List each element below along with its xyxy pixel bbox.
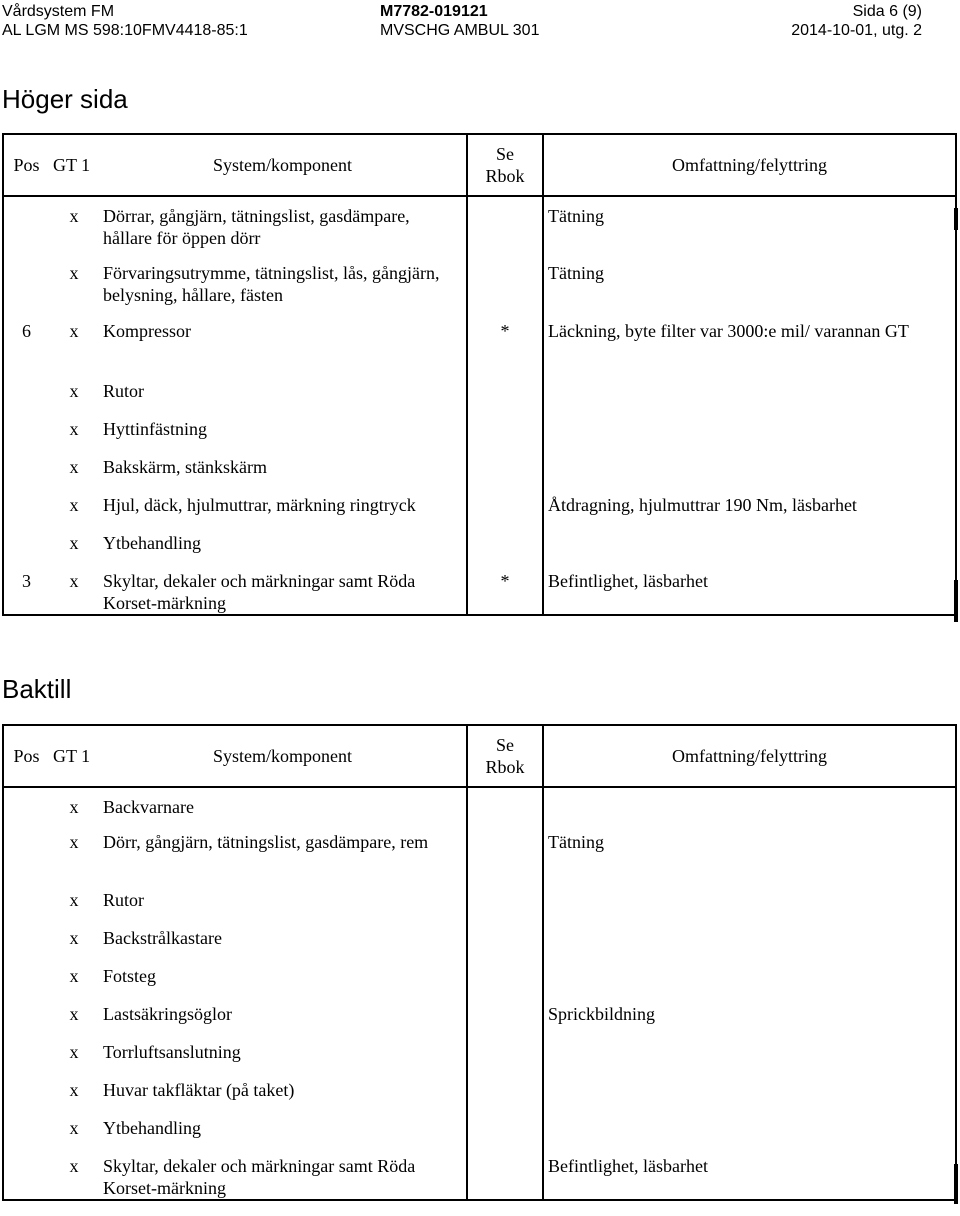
header-vehicle: MVSCHG AMBUL 301	[380, 22, 540, 39]
row-pos	[3, 825, 49, 883]
table-row	[3, 921, 956, 959]
row-pos	[3, 488, 49, 526]
table-row	[3, 488, 956, 526]
table-row	[3, 1035, 956, 1073]
row-pos	[3, 412, 49, 450]
row-system: Bakskärm, stänkskärm	[99, 450, 467, 488]
table-row	[3, 256, 956, 314]
header-system-name: Vårdsystem FM	[2, 3, 115, 20]
row-system: Dörr, gångjärn, tätningslist, gasdämpare, rem	[99, 825, 467, 883]
row-pos	[3, 997, 49, 1035]
row-rbok	[467, 256, 543, 314]
inspection-table-baktill	[2, 724, 957, 1201]
col-header-rbok-label: Se Rbok	[485, 735, 525, 777]
row-system: Hjul, däck, hjulmuttrar, märkning ringtryck	[99, 488, 467, 526]
header-date-edition: 2014-10-01, utg. 2	[791, 22, 922, 39]
table-row	[3, 1073, 956, 1111]
row-pos	[3, 526, 49, 564]
row-omfattning	[543, 374, 956, 412]
row-omfattning	[543, 526, 956, 564]
row-rbok	[467, 921, 543, 959]
row-gt-mark: x	[69, 928, 79, 948]
row-rbok	[467, 488, 543, 526]
row-pos	[3, 883, 49, 921]
row-gt-mark: x	[69, 457, 79, 477]
row-rbok	[467, 412, 543, 450]
row-system: Skyltar, dekaler och märkningar samt Röda Korset-märkning	[99, 1149, 467, 1200]
col-header-rbok	[467, 134, 543, 196]
col-header-rbok	[467, 725, 543, 787]
row-pos	[3, 787, 49, 825]
col-header-omfattning: Omfattning/felyttring	[543, 725, 956, 787]
row-rbok	[467, 1035, 543, 1073]
row-rbok: *	[467, 314, 543, 374]
row-pos: 6	[22, 321, 31, 341]
row-gt-mark: x	[69, 1004, 79, 1024]
row-rbok	[467, 959, 543, 997]
table-row	[3, 787, 956, 825]
table-row	[3, 374, 956, 412]
row-omfattning	[543, 1073, 956, 1111]
row-system: Ytbehandling	[99, 1111, 467, 1149]
col-header-gt: GT 1	[49, 725, 99, 787]
row-omfattning: Åtdragning, hjulmuttrar 190 Nm, läsbarhet	[548, 495, 857, 515]
row-gt-mark: x	[69, 1080, 79, 1100]
row-omfattning: Befintlighet, läsbarhet	[548, 1156, 708, 1176]
row-gt-mark: x	[69, 206, 79, 226]
row-system: Skyltar, dekaler och märkningar samt Röda Korset-märkning	[99, 564, 467, 615]
col-header-pos: Pos	[3, 725, 49, 787]
row-omfattning	[543, 412, 956, 450]
row-omfattning: Läckning, byte filter var 3000:e mil/ varannan GT	[548, 321, 909, 341]
row-system: Backvarnare	[99, 787, 467, 825]
row-gt-mark: x	[69, 533, 79, 553]
row-system: Huvar takfläktar (på taket)	[99, 1073, 467, 1111]
table-row	[3, 564, 956, 615]
row-omfattning	[543, 883, 956, 921]
row-rbok	[467, 1149, 543, 1200]
row-gt-mark: x	[69, 1042, 79, 1062]
table-row	[3, 314, 956, 374]
row-omfattning: Befintlighet, läsbarhet	[548, 571, 708, 591]
col-header-system: System/komponent	[99, 134, 467, 196]
row-system: Backstrålkastare	[99, 921, 467, 959]
row-pos	[3, 450, 49, 488]
row-omfattning	[543, 921, 956, 959]
table-row	[3, 526, 956, 564]
table-row	[3, 997, 956, 1035]
row-gt-mark: x	[69, 1118, 79, 1138]
row-pos	[3, 256, 49, 314]
change-bar	[954, 208, 958, 230]
row-omfattning	[543, 787, 956, 825]
row-omfattning: Tätning	[548, 206, 604, 226]
row-pos	[3, 374, 49, 412]
table-row	[3, 450, 956, 488]
row-rbok	[467, 787, 543, 825]
row-rbok	[467, 825, 543, 883]
change-bar	[954, 580, 958, 622]
row-system: Rutor	[99, 374, 467, 412]
row-rbok	[467, 997, 543, 1035]
table-row	[3, 1111, 956, 1149]
row-gt-mark: x	[69, 890, 79, 910]
row-rbok	[467, 1073, 543, 1111]
row-gt-mark: x	[69, 832, 79, 852]
row-rbok	[467, 196, 543, 256]
row-gt-mark: x	[69, 419, 79, 439]
table-row	[3, 196, 956, 256]
table-row	[3, 959, 956, 997]
row-rbok	[467, 374, 543, 412]
row-gt-mark: x	[69, 797, 79, 817]
row-gt-mark: x	[69, 263, 79, 283]
col-header-omfattning: Omfattning/felyttring	[543, 134, 956, 196]
row-system: Torrluftsanslutning	[99, 1035, 467, 1073]
col-header-system: System/komponent	[99, 725, 467, 787]
col-header-pos: Pos	[3, 134, 49, 196]
row-pos	[3, 196, 49, 256]
row-rbok	[467, 1111, 543, 1149]
table-row	[3, 825, 956, 883]
row-system: Rutor	[99, 883, 467, 921]
header-page-number: Sida 6 (9)	[852, 3, 922, 20]
row-omfattning	[543, 1035, 956, 1073]
row-pos	[3, 1035, 49, 1073]
row-omfattning	[543, 959, 956, 997]
row-gt-mark: x	[69, 966, 79, 986]
row-gt-mark: x	[69, 571, 79, 591]
row-pos	[3, 921, 49, 959]
section-title-baktill: Baktill	[2, 674, 72, 704]
row-rbok: *	[467, 564, 543, 615]
row-omfattning	[543, 450, 956, 488]
row-gt-mark: x	[69, 381, 79, 401]
row-pos	[3, 1111, 49, 1149]
row-system: Dörrar, gångjärn, tätningslist, gasdämpare, hållare för öppen dörr	[99, 196, 467, 256]
page-header	[0, 2, 960, 42]
inspection-table-hoger-sida	[2, 133, 957, 616]
col-header-gt: GT 1	[49, 134, 99, 196]
row-system: Lastsäkringsöglor	[99, 997, 467, 1035]
row-system: Fotsteg	[99, 959, 467, 997]
row-pos	[3, 1073, 49, 1111]
row-omfattning	[543, 1111, 956, 1149]
header-reference: AL LGM MS 598:10FMV4418-85:1	[2, 22, 248, 39]
row-system: Hyttinfästning	[99, 412, 467, 450]
row-omfattning: Tätning	[548, 832, 604, 852]
table-row	[3, 412, 956, 450]
row-system: Kompressor	[99, 314, 467, 374]
row-gt-mark: x	[69, 1156, 79, 1176]
row-gt-mark: x	[69, 495, 79, 515]
row-gt-mark: x	[69, 321, 79, 341]
change-bar	[954, 1164, 958, 1204]
row-pos	[3, 959, 49, 997]
table-row	[3, 883, 956, 921]
row-omfattning: Tätning	[548, 263, 604, 283]
col-header-rbok-label: Se Rbok	[485, 144, 525, 186]
table-row	[3, 1149, 956, 1200]
row-system: Förvaringsutrymme, tätningslist, lås, gångjärn, belysning, hållare, fästen	[99, 256, 467, 314]
row-pos: 3	[22, 571, 31, 591]
header-document-number: M7782-019121	[380, 3, 488, 20]
row-rbok	[467, 526, 543, 564]
row-rbok	[467, 883, 543, 921]
row-omfattning: Sprickbildning	[548, 1004, 655, 1024]
row-rbok	[467, 450, 543, 488]
row-pos	[3, 1149, 49, 1200]
section-title-hoger-sida: Höger sida	[2, 84, 128, 114]
row-system: Ytbehandling	[99, 526, 467, 564]
